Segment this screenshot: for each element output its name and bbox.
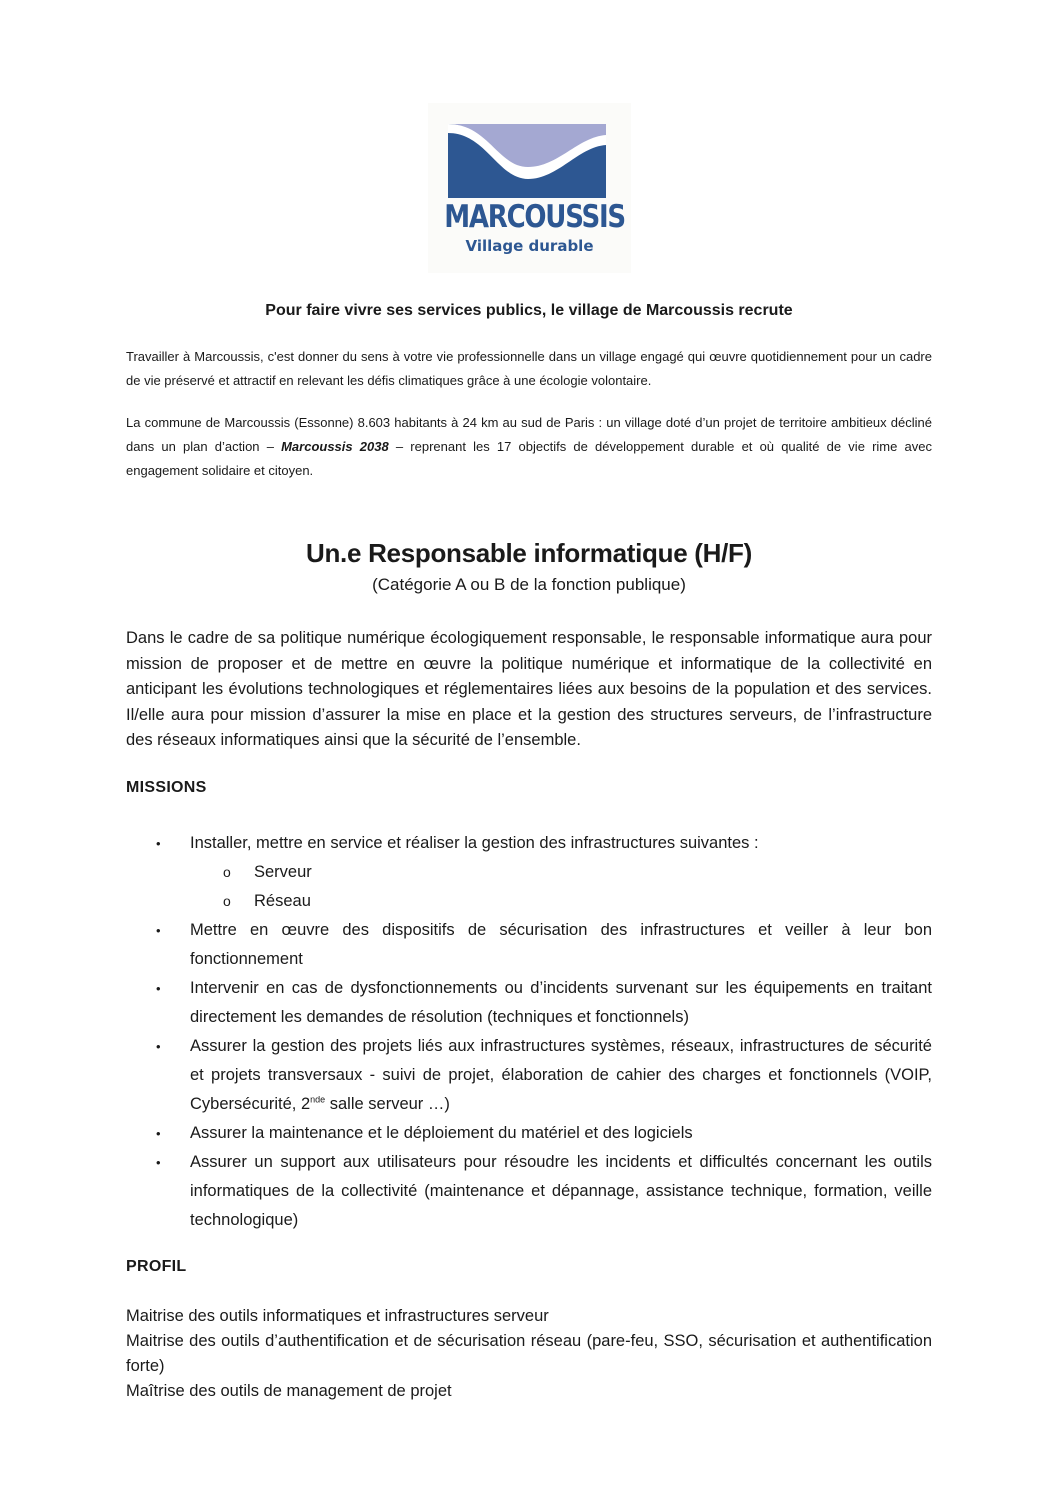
mission-sublist: [190, 858, 932, 916]
mission-text: Assurer un support aux utilisateurs pour résoudre les incidents et difficultés concernant les outils informatiques de la collectivité (maintenance et dépannage, assistance technique, formation, veille technologique): [190, 1153, 932, 1229]
profil-block: [126, 1304, 932, 1404]
circle-bullet-icon: o: [223, 893, 231, 909]
marcoussis-logo: [428, 103, 631, 273]
profil-heading: PROFIL: [126, 1258, 187, 1275]
logo-tagline: Village durable: [465, 237, 594, 255]
job-subtitle: (Catégorie A ou B de la fonction publique): [372, 575, 686, 594]
bullet-icon: •: [156, 836, 161, 851]
intro-paragraph-1: Travailler à Marcoussis, c'est donner du sens à votre vie professionnelle dans un village engagé qui œuvre quotidiennement pour un cadre de vie préservé et attractif en relevant les défis climatiques grâce à une écologie volontaire.: [126, 349, 932, 388]
mission-item: [126, 916, 932, 974]
mission-text-part: Assurer la gestion des projets liés aux infrastructures systèmes, réseaux, infrastructures de sécurité et projets transversaux - suivi de projet, élaboration de cahier des charges et fonctionnels (VOIP, Cybersécurité, 2: [190, 1037, 932, 1113]
missions-heading: MISSIONS: [126, 779, 207, 796]
mission-item: [126, 1032, 932, 1119]
sub-item: [190, 858, 932, 887]
job-description: Dans le cadre de sa politique numérique écologiquement responsable, le responsable informatique aura pour mission de proposer et de mettre en œuvre la politique numérique et informatique de la collectivité en anticipant les évolutions technologiques et réglementaires liées aux besoins de la population et des services. Il/elle aura pour mission d’assurer la mise en place et la gestion des structures serveurs, de l’infrastructure des réseaux informatiques ainsi que la sécurité de l’ensemble.: [126, 629, 932, 749]
mission-text: Assurer la maintenance et le déploiement du matériel et des logiciels: [190, 1124, 693, 1142]
mission-text: Installer, mettre en service et réaliser la gestion des infrastructures suivantes :: [190, 834, 759, 852]
mission-item: [126, 829, 932, 916]
logo-name: MARCOUSSIS: [444, 199, 625, 235]
ordinal-superscript: nde: [310, 1094, 326, 1105]
mission-text: Mettre en œuvre des dispositifs de sécurisation des infrastructures et veiller à leur bon fonctionnement: [190, 921, 932, 968]
bullet-icon: •: [156, 1039, 161, 1054]
mission-item: [126, 1148, 932, 1235]
bullet-icon: •: [156, 923, 161, 938]
mission-item: [126, 1119, 932, 1148]
profil-line: Maitrise des outils informatiques et infrastructures serveur: [126, 1307, 549, 1325]
missions-list: [126, 829, 932, 1235]
intro-paragraph-2: [126, 411, 932, 483]
intro-p2-text: La commune de Marcoussis (Essonne) 8.603 habitants à 24 km au sud de Paris : un village doté d’un projet de territoire ambitieux décliné dans un plan d’action –: [126, 415, 932, 454]
mission-text: [190, 1037, 932, 1113]
profil-line: Maîtrise des outils de management de projet: [126, 1382, 452, 1400]
mission-text: Intervenir en cas de dysfonctionnements ou d’incidents survenant sur les équipements en traitant directement les demandes de résolution (techniques et fonctionnels): [190, 979, 932, 1026]
job-title: Un.e Responsable informatique (H/F): [306, 538, 752, 568]
sub-item: [190, 887, 932, 916]
mission-text-part: salle serveur …): [325, 1095, 450, 1113]
bullet-icon: •: [156, 1126, 161, 1141]
plan-name: Marcoussis 2038: [281, 439, 389, 454]
sub-item-text: Serveur: [254, 863, 312, 881]
intro-p2-text-end: – reprenant les 17 objectifs de développement durable et où qualité de vie rime avec engagement solidaire et citoyen.: [126, 439, 932, 478]
mission-item: [126, 974, 932, 1032]
recruitment-headline: Pour faire vivre ses services publics, le village de Marcoussis recrute: [265, 302, 793, 319]
profil-line: Maitrise des outils d’authentification et de sécurisation réseau (pare-feu, SSO, sécurisation et authentification forte): [126, 1332, 932, 1375]
circle-bullet-icon: o: [223, 864, 231, 880]
bullet-icon: •: [156, 1155, 161, 1170]
sub-item-text: Réseau: [254, 892, 311, 910]
bullet-icon: •: [156, 981, 161, 996]
